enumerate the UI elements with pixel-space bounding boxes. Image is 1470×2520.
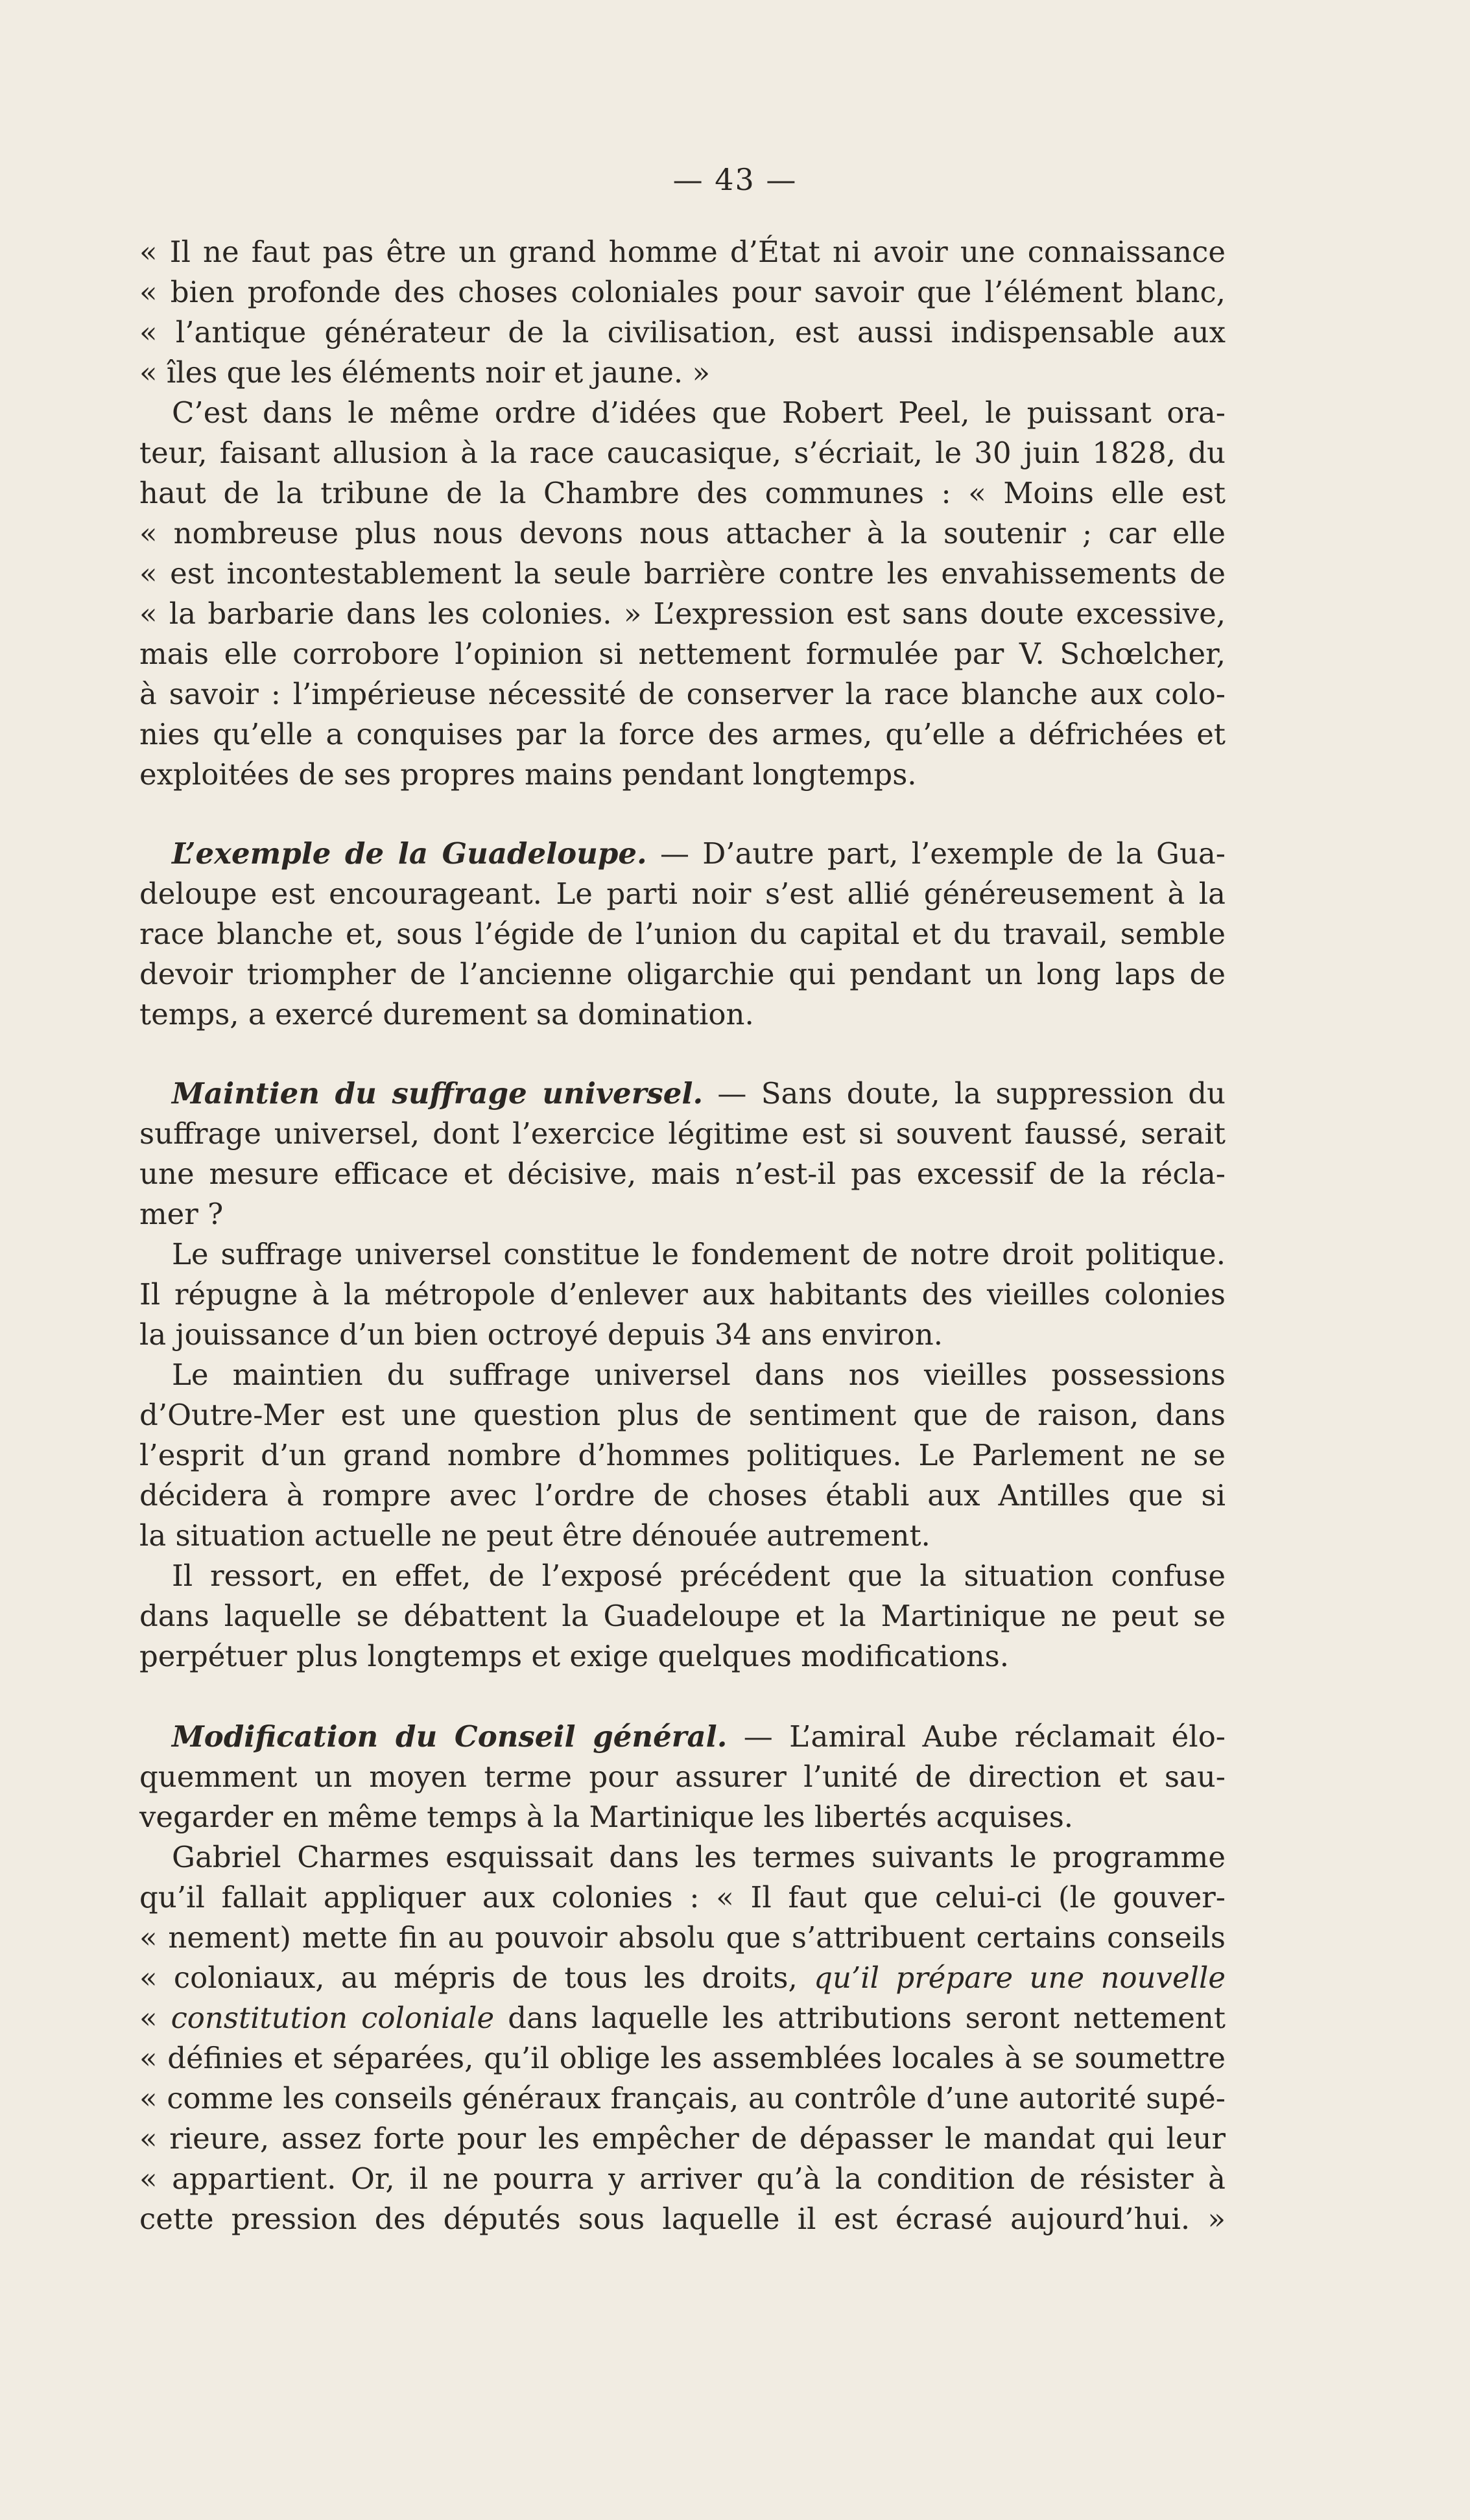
text-line: mer ? — [139, 1197, 224, 1231]
text-line: « Il ne faut pas être un grand homme d’État ni avoir une connaissance — [139, 235, 1226, 269]
text-line: « l’antique générateur de la civilisation, est aussi indispensable aux — [139, 315, 1226, 349]
text-line: l’esprit d’un grand nombre d’hommes politiques. Le Parlement ne se — [139, 1438, 1226, 1472]
text-line: nies qu’elle a conquises par la force des armes, qu’elle a défrichées et — [139, 717, 1226, 751]
text-line: temps, a exercé durement sa domination. — [139, 997, 754, 1031]
section-heading-line: Maintien du suffrage universel. — Sans doute, la suppression du — [172, 1076, 1226, 1111]
text-line: exploitées de ses propres mains pendant longtemps. — [139, 757, 917, 792]
text-line: « définies et séparées, qu’il oblige les assemblées locales à se soumettre — [139, 2041, 1226, 2075]
text-line: « appartient. Or, il ne pourra y arriver qu’à la condition de résister à — [139, 2161, 1226, 2196]
text-line: décidera à rompre avec l’ordre de choses établi aux Antilles que si — [139, 1478, 1226, 1513]
text-line: Gabriel Charmes esquissait dans les termes suivants le programme — [172, 1840, 1226, 1874]
text-line: Le suffrage universel constitue le fondement de notre droit politique. — [172, 1237, 1226, 1271]
section-heading: L’exemple de la Guadeloupe. — [172, 836, 647, 871]
section-heading: Modification du Conseil général. — [172, 1719, 728, 1754]
page-number: — 43 — — [672, 162, 798, 197]
text-line: race blanche et, sous l’égide de l’union du capital et du travail, semble — [139, 917, 1226, 951]
text-line: « la barbarie dans les colonies. » L’expression est sans doute excessive, — [139, 596, 1226, 631]
section-heading-line: Modification du Conseil général. — L’amiral Aube réclamait élo- — [172, 1719, 1226, 1754]
text-line: teur, faisant allusion à la race caucasique, s’écriait, le 30 juin 1828, du — [139, 436, 1226, 470]
text-line: à savoir : l’impérieuse nécessité de conserver la race blanche aux colo- — [139, 677, 1226, 711]
text-line: une mesure efficace et décisive, mais n’est-il pas excessif de la récla- — [139, 1157, 1226, 1191]
text-line: « coloniaux, au mépris de tous les droits, qu’il prépare une nouvelle — [139, 1961, 1226, 1995]
text-line: « comme les conseils généraux français, au contrôle d’une autorité supé- — [139, 2081, 1226, 2115]
text-line: suffrage universel, dont l’exercice légitime est si souvent faussé, serait — [139, 1116, 1226, 1151]
text-line: « bien profonde des choses coloniales pour savoir que l’élément blanc, — [139, 275, 1226, 309]
text-line: perpétuer plus longtemps et exige quelques modifications. — [139, 1639, 1010, 1673]
text-line: quemment un moyen terme pour assurer l’unité de direction et sau- — [139, 1760, 1226, 1794]
text-line: vegarder en même temps à la Martinique les libertés acquises. — [139, 1800, 1074, 1834]
text-line: la situation actuelle ne peut être dénouée autrement. — [139, 1518, 931, 1553]
text-line: « nombreuse plus nous devons nous attacher à la soutenir ; car elle — [139, 516, 1226, 550]
text-line: « est incontestablement la seule barrière contre les envahissements de — [139, 556, 1226, 591]
text-line: qu’il fallait appliquer aux colonies : « Il faut que celui-ci (le gouver- — [139, 1880, 1226, 1914]
text-line: cette pression des députés sous laquelle il est écrasé aujourd’hui. » — [139, 2202, 1226, 2236]
text-line: la jouissance d’un bien octroyé depuis 34 ans environ. — [139, 1317, 943, 1352]
text-line: deloupe est encourageant. Le parti noir s’est allié généreusement à la — [139, 877, 1226, 911]
text-line: Le maintien du suffrage universel dans nos vieilles possessions — [172, 1358, 1226, 1392]
text-line: « rieure, assez forte pour les empêcher de dépasser le mandat qui leur — [139, 2121, 1226, 2156]
text-line: « nement) mette fin au pouvoir absolu que s’attribuent certains conseils — [139, 1920, 1226, 1955]
text-line: Il répugne à la métropole d’enlever aux habitants des vieilles colonies — [139, 1277, 1226, 1312]
text-line: dans laquelle se débattent la Guadeloupe et la Martinique ne peut se — [139, 1599, 1226, 1633]
text-line: C’est dans le même ordre d’idées que Robert Peel, le puissant ora- — [172, 395, 1226, 430]
text-line: haut de la tribune de la Chambre des communes : « Moins elle est — [139, 476, 1226, 510]
section-heading: Maintien du suffrage universel. — [172, 1076, 704, 1111]
text-line: « îles que les éléments noir et jaune. » — [139, 355, 711, 390]
text-line: d’Outre-Mer est une question plus de sentiment que de raison, dans — [139, 1398, 1226, 1432]
text-line: Il ressort, en effet, de l’exposé précédent que la situation confuse — [172, 1559, 1226, 1593]
text-line: mais elle corrobore l’opinion si nettement formulée par V. Schœlcher, — [139, 637, 1226, 671]
section-heading-line: L’exemple de la Guadeloupe. — D’autre part, l’exemple de la Gua- — [172, 836, 1226, 871]
text-line: « constitution coloniale dans laquelle les attributions seront nettement — [139, 2001, 1226, 2035]
text-line: devoir triompher de l’ancienne oligarchie qui pendant un long laps de — [139, 957, 1226, 991]
